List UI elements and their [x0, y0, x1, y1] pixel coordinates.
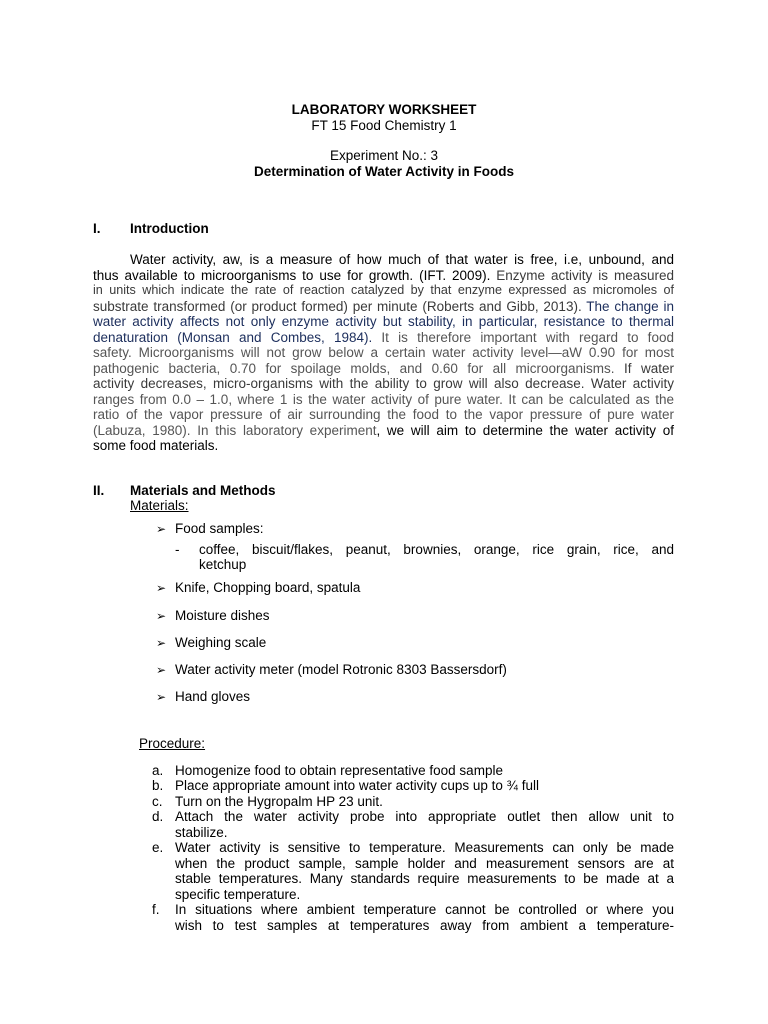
section-title-materials-methods: Materials and Methods	[130, 483, 276, 498]
intro-line: in units which indicate the rate of reaction catalyzed by that enzyme expressed as micromoles of	[93, 283, 674, 297]
intro-line: thus available to microorganisms to use for growth. (IFT. 2009). Enzyme activity is measured	[93, 267, 674, 283]
procedure-step: f. In situations where ambient temperature cannot be controlled or where you wish to test samples at temperatures away from ambient a temperature-	[152, 902, 674, 933]
introduction-paragraph	[93, 252, 674, 454]
intro-line: water activity affects not only enzyme activity but stability, in particular, resistance to thermal	[93, 314, 674, 329]
arrow-bullet-icon: ➢	[156, 609, 167, 623]
arrow-bullet-icon: ➢	[156, 636, 167, 650]
material-item: ➢ Food samples:	[156, 521, 264, 536]
food-samples-list: - coffee, biscuit/flakes, peanut, brownies, orange, rice grain, rice, and ketchup	[175, 542, 674, 572]
intro-line: Water activity, aw, is a measure of how much of that water is free, i.e, unbound, and	[130, 252, 674, 267]
arrow-bullet-icon: ➢	[156, 581, 167, 595]
intro-line: ranges from 0.0 – 1.0, where 1 is the water activity of pure water. It can be calculated as the	[93, 391, 674, 407]
section-title-introduction: Introduction	[130, 221, 209, 236]
procedure-step: b. Place appropriate amount into water activity cups up to ¾ full	[152, 778, 539, 793]
procedure-step: c. Turn on the Hygropalm HP 23 unit.	[152, 794, 383, 809]
procedure-heading: Procedure:	[139, 736, 206, 751]
arrow-bullet-icon: ➢	[156, 522, 167, 536]
material-item: ➢ Knife, Chopping board, spatula	[156, 580, 361, 595]
intro-line: pathogenic bacteria, 0.70 for spoilage molds, and 0.60 for all microorganisms. If water	[93, 360, 674, 376]
section-number-materials-methods: II.	[93, 483, 105, 498]
worksheet-title: LABORATORY WORKSHEET	[291, 102, 477, 117]
material-item: ➢ Weighing scale	[156, 635, 267, 650]
material-item: ➢ Hand gloves	[156, 689, 251, 704]
procedure-step: a. Homogenize food to obtain representative food sample	[152, 763, 503, 778]
arrow-bullet-icon: ➢	[156, 690, 167, 704]
intro-line: (Labuza, 1980). In this laboratory experiment, we will aim to determine the water activity of	[93, 422, 674, 438]
materials-heading: Materials:	[130, 498, 189, 513]
intro-line: ratio of the vapor pressure of air surrounding the food to the vapor pressure of pure water	[93, 407, 674, 422]
dash-bullet-icon: -	[175, 542, 180, 557]
intro-line: substrate transformed (or product formed) per minute (Roberts and Gibb, 2013). The change in	[93, 298, 675, 314]
material-item: ➢ Water activity meter (model Rotronic 8303 Bassersdorf)	[156, 662, 507, 677]
intro-line: safety. Microorganisms will not grow below a certain water activity level—aW 0.90 for most	[93, 345, 674, 360]
procedure-step: e. Water activity is sensitive to temperature. Measurements can only be made when the product sample, sample holder and measurement sensors are at stable temperatures. Many standards require measurements to be made at a specific temperature.	[152, 840, 674, 902]
procedure-step: d. Attach the water activity probe into appropriate outlet then allow unit to stabilize.	[152, 809, 674, 840]
experiment-title: Determination of Water Activity in Foods	[253, 164, 515, 179]
course-name: FT 15 Food Chemistry 1	[311, 118, 457, 133]
section-number-introduction: I.	[93, 221, 101, 236]
arrow-bullet-icon: ➢	[156, 663, 167, 677]
intro-line: denaturation (Monsan and Combes, 1984). It is therefore important with regard to food	[93, 329, 674, 345]
experiment-number: Experiment No.: 3	[329, 148, 439, 163]
intro-line: activity decreases, micro-organisms with the ability to grow will also decrease. Water activity	[93, 376, 674, 391]
material-item: ➢ Moisture dishes	[156, 608, 270, 623]
intro-line: some food materials.	[93, 438, 219, 453]
